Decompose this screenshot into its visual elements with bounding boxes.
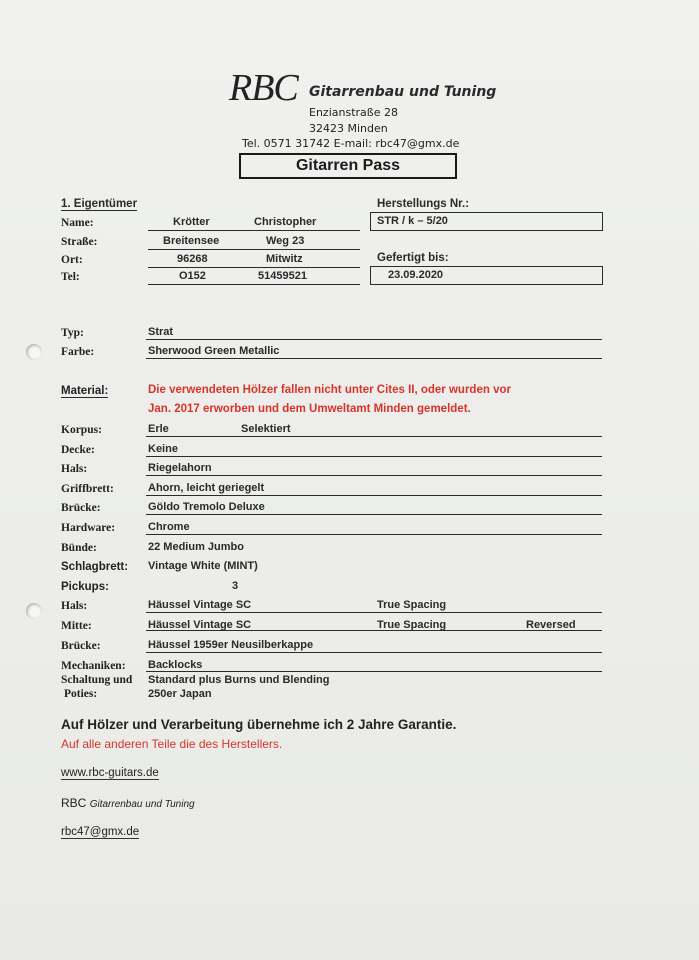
neck-label: Hals: xyxy=(61,463,88,475)
pickup-bridge-line xyxy=(146,652,602,653)
owner-tel-label: Tel: xyxy=(61,271,80,283)
hardware-line xyxy=(146,534,602,535)
body-extra: Selektiert xyxy=(241,423,291,435)
wiring-label-line2: Poties: xyxy=(64,688,98,700)
material-note-line1: Die verwendeten Hölzer fallen nicht unter Cites II, oder wurden vor xyxy=(148,384,511,396)
address-city: 32423 Minden xyxy=(309,122,388,135)
bridge-material-line xyxy=(146,514,602,515)
owner-name-line xyxy=(148,230,360,231)
neck-value: Riegelahorn xyxy=(148,462,212,474)
pickup-middle-label: Mitte: xyxy=(61,620,92,632)
hardware-label: Hardware: xyxy=(61,522,116,534)
serial-value: STR / k – 5/20 xyxy=(377,215,448,227)
type-value: Strat xyxy=(148,326,174,338)
pickup-bridge-label: Brücke: xyxy=(61,640,101,652)
tuners-value: Backlocks xyxy=(148,659,203,671)
owner-tel-part2: 51459521 xyxy=(258,270,307,282)
top-line xyxy=(146,456,602,457)
pickguard-value: Vintage White (MINT) xyxy=(148,560,258,572)
done-label: Gefertigt bis: xyxy=(377,252,449,264)
owner-town: Mitwitz xyxy=(266,253,303,265)
owner-city-line xyxy=(148,267,360,268)
frets-value: 22 Medium Jumbo xyxy=(148,541,244,553)
owner-first-name: Christopher xyxy=(254,216,317,228)
bridge-material-label: Brücke: xyxy=(61,502,101,514)
pickups-count: 3 xyxy=(232,580,239,592)
owner-section-label: 1. Eigentümer xyxy=(61,198,138,210)
hardware-value: Chrome xyxy=(148,521,190,533)
material-note-line2: Jan. 2017 erworben und dem Umweltamt Minden gemeldet. xyxy=(148,403,471,415)
pickup-neck-value: Häussel Vintage SC xyxy=(148,599,252,611)
fretboard-label: Griffbrett: xyxy=(61,483,114,495)
owner-zip: 96268 xyxy=(177,253,208,265)
address-street: Enzianstraße 28 xyxy=(309,106,398,119)
fretboard-line xyxy=(146,495,602,496)
warranty-text: Auf Hölzer und Verarbeitung übernehme ich 2 Jahre Garantie. xyxy=(61,717,457,732)
frets-label: Bünde: xyxy=(61,542,97,554)
done-value: 23.09.2020 xyxy=(388,269,444,281)
owner-street-line xyxy=(148,249,360,250)
color-label: Farbe: xyxy=(61,346,95,358)
footer-company xyxy=(61,796,195,810)
owner-street-part2: Weg 23 xyxy=(266,235,305,247)
body-value: Erle xyxy=(148,423,169,435)
wiring-value-line2: 250er Japan xyxy=(148,688,212,700)
email-link[interactable]: rbc47@gmx.de xyxy=(61,826,140,838)
owner-city-label: Ort: xyxy=(61,254,83,266)
fretboard-value: Ahorn, leicht geriegelt xyxy=(148,482,265,494)
pickup-neck-line xyxy=(146,612,602,613)
bridge-material-value: Göldo Tremolo Deluxe xyxy=(148,501,265,513)
type-label: Typ: xyxy=(61,327,84,339)
body-line xyxy=(146,436,602,437)
pickups-label: Pickups: xyxy=(61,581,109,593)
serial-label: Herstellungs Nr.: xyxy=(377,198,470,210)
pickup-middle-extra2: Reversed xyxy=(526,619,576,631)
wiring-value-line1: Standard plus Burns und Blending xyxy=(148,674,330,686)
type-line xyxy=(146,339,602,340)
tuners-line xyxy=(146,671,602,672)
footer-company-name: RBC xyxy=(61,796,87,810)
top-value: Keine xyxy=(148,443,178,455)
owner-tel-line xyxy=(148,284,360,285)
punch-hole-top xyxy=(26,344,42,360)
footer-company-sub: Gitarrenbau und Tuning xyxy=(89,799,195,810)
pickup-middle-value: Häussel Vintage SC xyxy=(148,619,252,631)
wiring-label-line1: Schaltung und xyxy=(61,674,133,686)
owner-street-label: Straße: xyxy=(61,236,98,248)
pickguard-label: Schlagbrett: xyxy=(61,561,129,573)
company-subtitle: Gitarrenbau und Tuning xyxy=(309,84,497,100)
pickup-neck-extra: True Spacing xyxy=(377,599,447,611)
owner-street-part1: Breitensee xyxy=(163,235,220,247)
tuners-label: Mechaniken: xyxy=(61,660,126,672)
color-value: Sherwood Green Metallic xyxy=(148,345,280,357)
pickup-bridge-value: Häussel 1959er Neusilberkappe xyxy=(148,639,314,651)
owner-tel-part1: O152 xyxy=(179,270,206,282)
contact-line: Tel. 0571 31742 E-mail: rbc47@gmx.de xyxy=(242,137,460,150)
website-link[interactable]: www.rbc-guitars.de xyxy=(61,767,159,779)
material-label: Material: xyxy=(61,385,109,397)
color-line xyxy=(146,358,602,359)
body-label: Korpus: xyxy=(61,424,102,436)
top-label: Decke: xyxy=(61,444,95,456)
owner-name-label: Name: xyxy=(61,217,94,229)
punch-hole-bottom xyxy=(26,603,42,619)
warranty-note: Auf alle anderen Teile die des Herstellers. xyxy=(61,737,283,751)
pickup-middle-extra: True Spacing xyxy=(377,619,447,631)
company-logo: RBC xyxy=(229,67,298,109)
pickup-neck-label: Hals: xyxy=(61,600,88,612)
owner-last-name: Krötter xyxy=(173,216,210,228)
document-title: Gitarren Pass xyxy=(239,153,457,179)
pickup-middle-line xyxy=(146,630,602,631)
neck-line xyxy=(146,475,602,476)
